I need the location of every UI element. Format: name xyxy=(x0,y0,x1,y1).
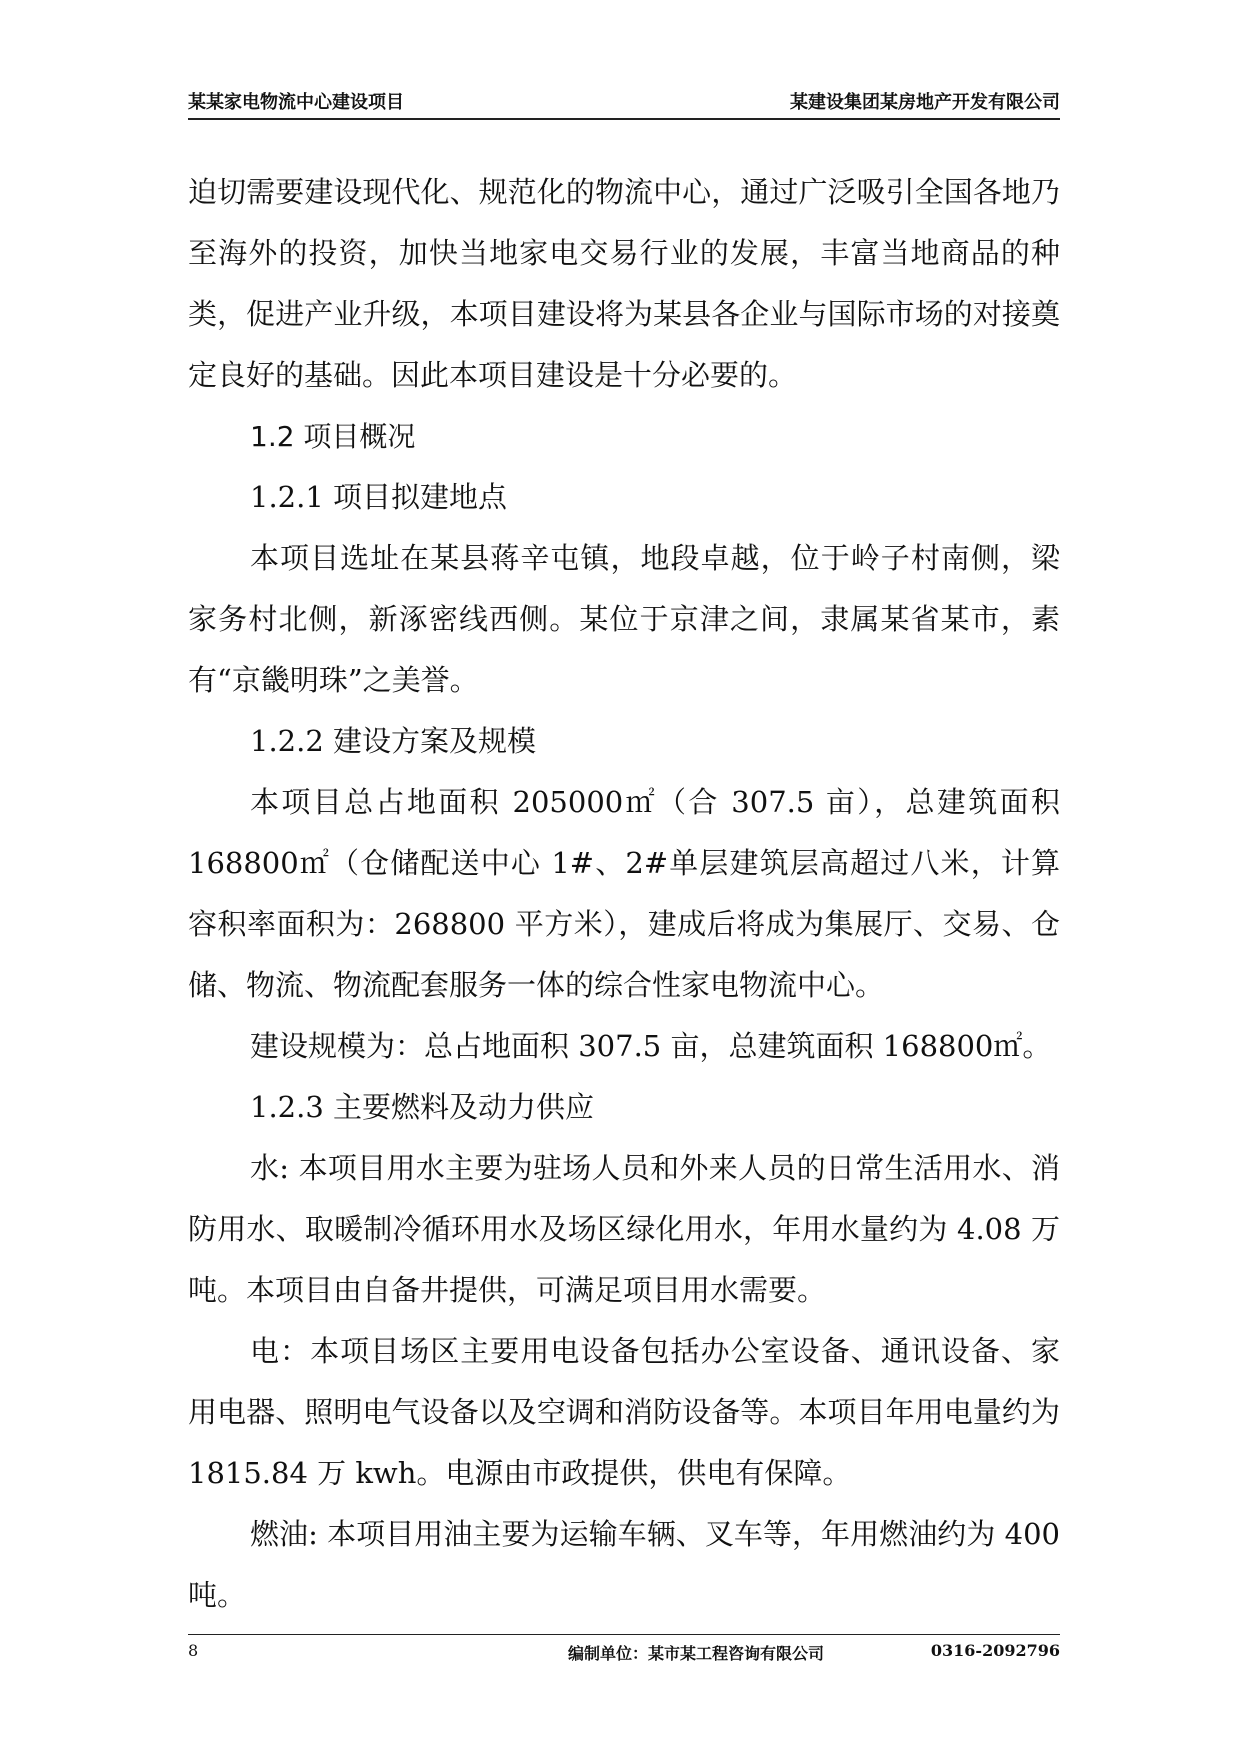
paragraph-scale: 建设规模为：总占地面积 307.5 亩，总建筑面积 168800㎡。 xyxy=(250,1029,1052,1063)
paragraph-scheme: 本项目总占地面积 205000㎡（合 307.5 亩），总建筑面积 168800㎡（仓储配送中心 1#、2#单层建筑层高超过八米，计算容积率面积为：268800 平方米），建成后将成为集展厅、交易、仓储、物流、物流配套服务一体的综合性家电物流中心。 xyxy=(188,785,1060,1002)
paragraph-electricity: 电：本项目场区主要用电设备包括办公室设备、通讯设备、家用电器、照明电气设备以及空调和消防设备等。本项目年用电量约为 1815.84 万 kwh。电源由市政提供，供电有保障。 xyxy=(188,1334,1060,1490)
page-header xyxy=(188,84,1060,120)
footer-phone: 0316-2092796 xyxy=(930,1641,1060,1660)
section-heading-1-2: 1.2 项目概况 xyxy=(250,420,416,453)
paragraph-fuel: 燃油: 本项目用油主要为运输车辆、叉车等，年用燃油约为 400 吨。 xyxy=(188,1517,1060,1612)
paragraph-water: 水: 本项目用水主要为驻场人员和外来人员的日常生活用水、消防用水、取暖制冷循环用水及场区绿化用水，年用水量约为 4.08 万吨。本项目由自备井提供，可满足项目用水需要。 xyxy=(188,1151,1060,1307)
section-heading-1-2-2: 1.2.2 建设方案及规模 xyxy=(250,724,537,758)
document-body xyxy=(188,162,1060,1626)
page-footer xyxy=(188,1634,1060,1665)
footer-compiler: 编制单位：某市某工程咨询有限公司 xyxy=(568,1644,825,1663)
header-project-title: 某某家电物流中心建设项目 xyxy=(188,92,404,113)
paragraph-location: 本项目选址在某县蒋辛屯镇，地段卓越，位于岭子村南侧，梁家务村北侧，新涿密线西侧。某位于京津之间，隶属某省某市，素有“京畿明珠”之美誉。 xyxy=(188,541,1060,697)
section-heading-1-2-1: 1.2.1 项目拟建地点 xyxy=(250,480,508,514)
paragraph-necessity: 迫切需要建设现代化、规范化的物流中心，通过广泛吸引全国各地乃至海外的投资，加快当地家电交易行业的发展，丰富当地商品的种类，促进产业升级，本项目建设将为某县各企业与国际市场的对接奠定良好的基础。因此本项目建设是十分必要的。 xyxy=(188,175,1060,392)
section-heading-1-2-3: 1.2.3 主要燃料及动力供应 xyxy=(250,1090,595,1124)
header-company-name: 某建设集团某房地产开发有限公司 xyxy=(790,92,1060,113)
page-number: 8 xyxy=(188,1641,199,1660)
